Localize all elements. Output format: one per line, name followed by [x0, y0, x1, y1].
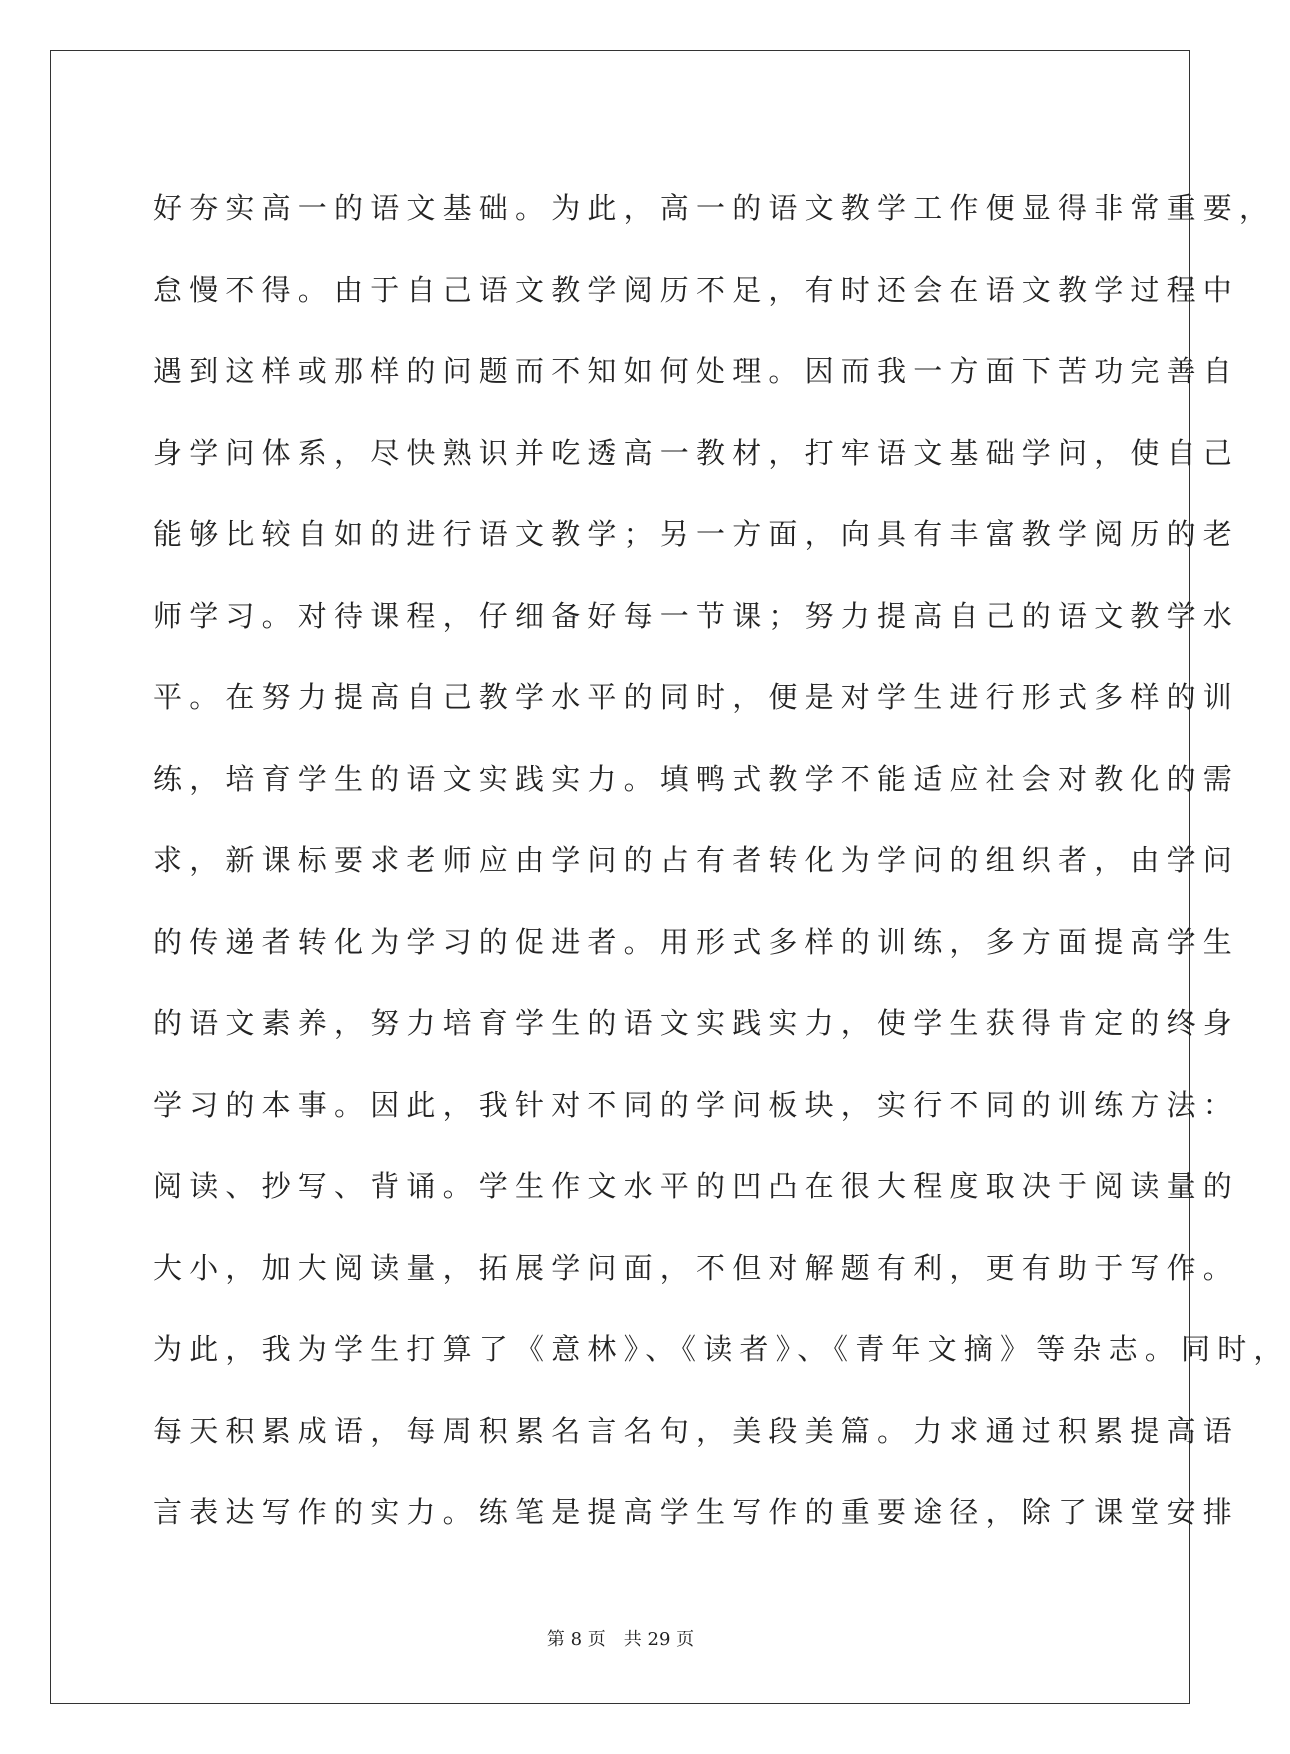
text-line: 大小，加大阅读量，拓展学问面，不但对解题有利，更有助于写作。	[153, 1250, 1240, 1285]
text-line: 的语文素养，努力培育学生的语文实践实力，使学生获得肯定的终身	[153, 1006, 1240, 1040]
text-line: 学习的本事。因此，我针对不同的学问板块，实行不同的训练方法：	[153, 1087, 1240, 1122]
text-line: 言表达写作的实力。练笔是提高学生写作的重要途径，除了课堂安排	[153, 1495, 1240, 1529]
page-number-footer: 第 8 页 共 29 页	[546, 1629, 695, 1650]
text-line: 师学习。对待课程，仔细备好每一节课；努力提高自己的语文教学水	[153, 598, 1240, 633]
text-line: 能够比较自如的进行语文教学；另一方面，向具有丰富教学阅历的老	[153, 517, 1240, 551]
text-line: 求，新课标要求老师应由学问的占有者转化为学问的组织者，由学问	[153, 843, 1240, 877]
text-line: 的传递者转化为学习的促进者。用形式多样的训练，多方面提高学生	[153, 924, 1240, 959]
text-line: 遇到这样或那样的问题而不知如何处理。因而我一方面下苦功完善自	[153, 354, 1240, 388]
text-line: 练，培育学生的语文实践实力。填鸭式教学不能适应社会对教化的需	[153, 761, 1240, 796]
text-line: 身学问体系，尽快熟识并吃透高一教材，打牢语文基础学问，使自己	[153, 435, 1240, 470]
text-line: 阅读、抄写、背诵。学生作文水平的凹凸在很大程度取决于阅读量的	[153, 1169, 1240, 1203]
document-body	[153, 168, 1290, 1554]
text-line: 好夯实高一的语文基础。为此，高一的语文教学工作便显得非常重要，	[153, 191, 1276, 225]
text-line: 为此，我为学生打算了《意林》、《读者》、《青年文摘》等杂志。同时，	[153, 1332, 1290, 1366]
text-line: 平。在努力提高自己教学水平的同时，便是对学生进行形式多样的训	[153, 680, 1240, 714]
text-line: 每天积累成语，每周积累名言名句，美段美篇。力求通过积累提高语	[153, 1413, 1240, 1448]
text-line: 怠慢不得。由于自己语文教学阅历不足，有时还会在语文教学过程中	[153, 272, 1240, 307]
